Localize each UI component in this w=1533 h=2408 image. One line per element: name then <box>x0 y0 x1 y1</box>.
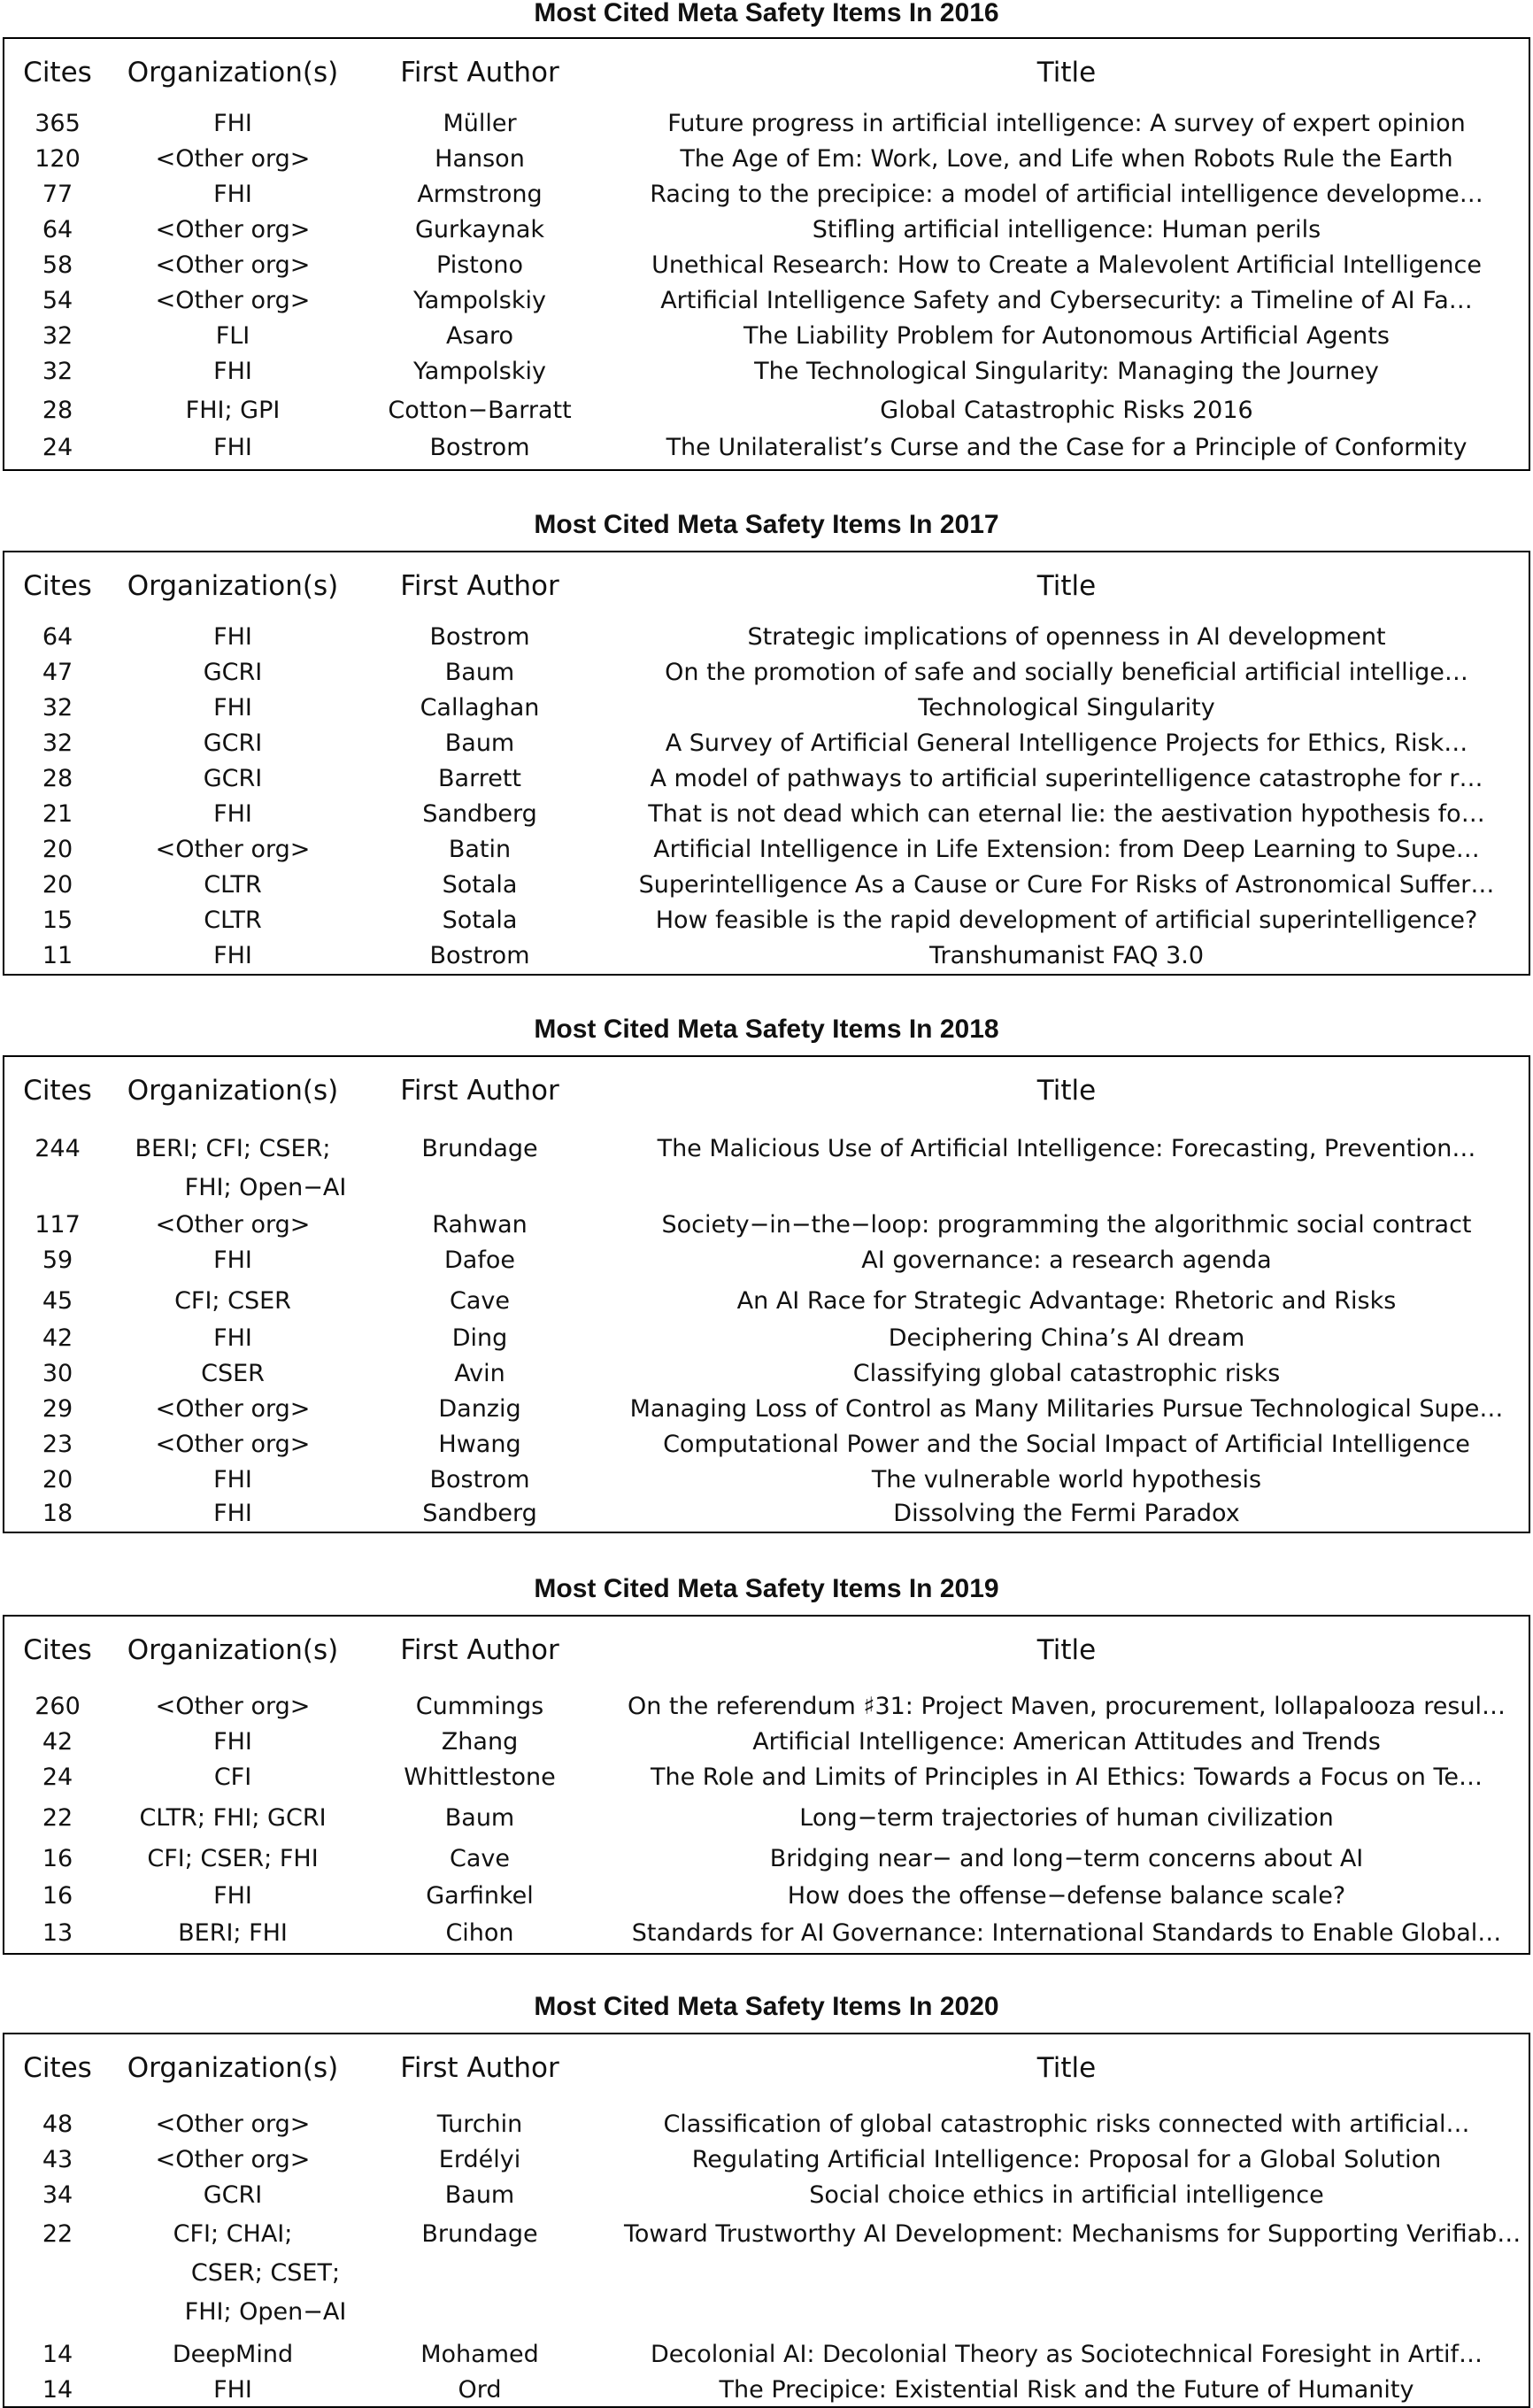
header-organizations: Organization(s) <box>127 2052 339 2084</box>
table-box <box>3 551 1530 976</box>
title-cell: The Precipice: Existential Risk and the Future of Humanity <box>719 2376 1414 2404</box>
header-cites: Cites <box>23 570 92 602</box>
title-cell: Social choice ethics in artificial intelligence <box>809 2181 1324 2209</box>
cites-cell: 32 <box>42 358 73 385</box>
organization-cell: <Other org> <box>155 251 311 279</box>
organization-cell: CLTR <box>204 907 262 934</box>
organization-cell: BERI; FHI <box>178 1919 288 1947</box>
organization-cell: GCRI <box>203 659 263 686</box>
organization-cell: CSER; CSET; <box>190 2259 341 2287</box>
first-author-cell: Sotala <box>442 907 518 934</box>
header-title: Title <box>1036 2052 1097 2084</box>
cites-cell: 120 <box>35 145 81 173</box>
cites-cell: 23 <box>42 1431 73 1458</box>
header-first-author: First Author <box>400 570 559 602</box>
table-box <box>3 1055 1530 1533</box>
first-author-cell: Avin <box>454 1360 505 1387</box>
first-author-cell: Yampolskiy <box>413 358 546 385</box>
first-author-cell: Hwang <box>438 1431 521 1458</box>
first-author-cell: Sotala <box>442 871 518 899</box>
cites-cell: 22 <box>42 2220 73 2248</box>
header-title: Title <box>1036 57 1097 89</box>
header-cites: Cites <box>23 1634 92 1666</box>
first-author-cell: Danzig <box>438 1395 521 1423</box>
first-author-cell: Baum <box>444 2181 515 2209</box>
cites-cell: 14 <box>42 2376 73 2404</box>
organization-cell: FHI <box>213 358 252 385</box>
cites-cell: 47 <box>42 659 73 686</box>
title-cell: Unethical Research: How to Create a Malevolent Artificial Intelligence <box>651 251 1482 279</box>
title-cell: Racing to the precipice: a model of artificial intelligence developme… <box>650 181 1483 208</box>
title-cell: Deciphering China’s AI dream <box>888 1324 1245 1352</box>
title-cell: The Malicious Use of Artificial Intelligence: Forecasting, Prevention… <box>657 1135 1476 1162</box>
first-author-cell: Armstrong <box>417 181 543 208</box>
first-author-cell: Sandberg <box>422 800 537 828</box>
table-title: Most Cited Meta Safety Items In 2016 <box>534 0 999 27</box>
first-author-cell: Ding <box>451 1324 508 1352</box>
cites-cell: 260 <box>35 1693 81 1720</box>
organization-cell: GCRI <box>203 2181 263 2209</box>
first-author-cell: Callaghan <box>420 694 540 722</box>
organization-cell: <Other org> <box>155 1431 311 1458</box>
cites-cell: 28 <box>42 765 73 792</box>
header-organizations: Organization(s) <box>127 1075 339 1107</box>
organization-cell: BERI; CFI; CSER; <box>135 1135 331 1162</box>
organization-cell: <Other org> <box>155 836 311 863</box>
organization-cell: FHI <box>213 1500 252 1527</box>
cites-cell: 45 <box>42 1287 73 1315</box>
organization-cell: GCRI <box>203 765 263 792</box>
table-title: Most Cited Meta Safety Items In 2019 <box>534 1574 999 1603</box>
title-cell: The Technological Singularity: Managing the Journey <box>754 358 1379 385</box>
title-cell: The Role and Limits of Principles in AI Ethics: Towards a Focus on Te… <box>651 1764 1483 1791</box>
first-author-cell: Batin <box>448 836 512 863</box>
title-cell: On the promotion of safe and socially beneficial artificial intellige… <box>665 659 1468 686</box>
organization-cell: DeepMind <box>172 2341 294 2368</box>
header-title: Title <box>1036 570 1097 602</box>
first-author-cell: Bostrom <box>429 1466 530 1493</box>
title-cell: AI governance: a research agenda <box>861 1246 1272 1274</box>
organization-cell: FHI <box>213 2376 252 2404</box>
cites-cell: 18 <box>42 1500 73 1527</box>
cites-cell: 48 <box>42 2111 73 2138</box>
title-cell: Regulating Artificial Intelligence: Proposal for a Global Solution <box>691 2146 1442 2173</box>
first-author-cell: Cummings <box>415 1693 544 1720</box>
title-cell: The Unilateralist’s Curse and the Case for a Principle of Conformity <box>666 434 1468 461</box>
organization-cell: <Other org> <box>155 1693 311 1720</box>
organization-cell: FHI; GPI <box>185 397 281 424</box>
first-author-cell: Cotton−Barratt <box>388 397 572 424</box>
first-author-cell: Sandberg <box>422 1500 537 1527</box>
first-author-cell: Whittlestone <box>404 1764 556 1791</box>
organization-cell: <Other org> <box>155 287 311 314</box>
title-cell: That is not dead which can eternal lie: the aestivation hypothesis fo… <box>648 800 1485 828</box>
table-title: Most Cited Meta Safety Items In 2020 <box>534 1992 999 2021</box>
organization-cell: <Other org> <box>155 2111 311 2138</box>
organization-cell: <Other org> <box>155 1211 311 1239</box>
title-cell: Toward Trustworthy AI Development: Mechanisms for Supporting Verifiab… <box>624 2220 1521 2248</box>
first-author-cell: Cave <box>450 1287 510 1315</box>
cites-cell: 20 <box>42 1466 73 1493</box>
first-author-cell: Mohamed <box>420 2341 539 2368</box>
title-cell: How does the offense−defense balance scale? <box>787 1882 1346 1910</box>
first-author-cell: Dafoe <box>444 1246 515 1274</box>
first-author-cell: Bostrom <box>429 942 530 969</box>
title-cell: How feasible is the rapid development of artificial superintelligence? <box>655 907 1478 934</box>
first-author-cell: Zhang <box>441 1728 519 1756</box>
header-cites: Cites <box>23 57 92 89</box>
first-author-cell: Cihon <box>445 1919 514 1947</box>
organization-cell: <Other org> <box>155 216 311 243</box>
cites-cell: 32 <box>42 694 73 722</box>
cites-cell: 20 <box>42 836 73 863</box>
organization-cell: FHI <box>213 800 252 828</box>
first-author-cell: Erdélyi <box>438 2146 521 2173</box>
first-author-cell: Brundage <box>421 1135 538 1162</box>
title-cell: Strategic implications of openness in AI development <box>747 623 1386 651</box>
table-box <box>3 37 1530 471</box>
title-cell: On the referendum ♯31: Project Maven, procurement, lollapalooza resul… <box>627 1693 1506 1720</box>
organization-cell: FHI; Open−AI <box>184 1174 347 1201</box>
title-cell: The vulnerable world hypothesis <box>871 1466 1262 1493</box>
organization-cell: CFI; CHAI; <box>173 2220 293 2248</box>
first-author-cell: Yampolskiy <box>413 287 546 314</box>
table-title: Most Cited Meta Safety Items In 2018 <box>534 1015 999 1044</box>
title-cell: Superintelligence As a Cause or Cure For Risks of Astronomical Suffer… <box>638 871 1495 899</box>
first-author-cell: Ord <box>458 2376 502 2404</box>
table-box <box>3 1615 1530 1955</box>
organization-cell: FHI <box>213 110 252 137</box>
title-cell: A Survey of Artificial General Intelligence Projects for Ethics, Risk… <box>665 729 1468 757</box>
header-first-author: First Author <box>400 57 559 89</box>
organization-cell: FHI <box>213 942 252 969</box>
title-cell: Dissolving the Fermi Paradox <box>893 1500 1240 1527</box>
cites-cell: 28 <box>42 397 73 424</box>
cites-cell: 54 <box>42 287 73 314</box>
first-author-cell: Barrett <box>438 765 521 792</box>
first-author-cell: Gurkaynak <box>414 216 545 243</box>
organization-cell: FHI <box>213 434 252 461</box>
cites-cell: 58 <box>42 251 73 279</box>
organization-cell: CLTR; FHI; GCRI <box>139 1804 327 1832</box>
table-box <box>3 2033 1530 2408</box>
organization-cell: FHI <box>213 1728 252 1756</box>
cites-cell: 20 <box>42 871 73 899</box>
organization-cell: FHI <box>213 1466 252 1493</box>
cites-cell: 24 <box>42 434 73 461</box>
cites-cell: 24 <box>42 1764 73 1791</box>
cites-cell: 21 <box>42 800 73 828</box>
cites-cell: 244 <box>35 1135 81 1162</box>
first-author-cell: Hanson <box>435 145 525 173</box>
cites-cell: 16 <box>42 1845 73 1872</box>
organization-cell: CFI; CSER <box>174 1287 291 1315</box>
organization-cell: CFI <box>213 1764 252 1791</box>
title-cell: Global Catastrophic Risks 2016 <box>880 397 1253 424</box>
header-first-author: First Author <box>400 2052 559 2084</box>
organization-cell: FHI <box>213 181 252 208</box>
first-author-cell: Bostrom <box>429 434 530 461</box>
cites-cell: 42 <box>42 1728 73 1756</box>
title-cell: Future progress in artificial intelligence: A survey of expert opinion <box>667 110 1466 137</box>
cites-cell: 43 <box>42 2146 73 2173</box>
cites-cell: 64 <box>42 216 73 243</box>
header-title: Title <box>1036 1075 1097 1107</box>
title-cell: Decolonial AI: Decolonial Theory as Sociotechnical Foresight in Artif… <box>650 2341 1483 2368</box>
first-author-cell: Garfinkel <box>426 1882 534 1910</box>
organization-cell: FLI <box>215 322 250 350</box>
cites-cell: 13 <box>42 1919 73 1947</box>
cites-cell: 11 <box>42 942 73 969</box>
title-cell: Artificial Intelligence Safety and Cybersecurity: a Timeline of AI Fa… <box>660 287 1473 314</box>
first-author-cell: Bostrom <box>429 623 530 651</box>
title-cell: Artificial Intelligence in Life Extension: from Deep Learning to Supe… <box>653 836 1480 863</box>
cites-cell: 117 <box>35 1211 81 1239</box>
title-cell: The Liability Problem for Autonomous Artificial Agents <box>743 322 1390 350</box>
header-title: Title <box>1036 1634 1097 1666</box>
header-first-author: First Author <box>400 1634 559 1666</box>
header-first-author: First Author <box>400 1075 559 1107</box>
first-author-cell: Baum <box>444 1804 515 1832</box>
first-author-cell: Müller <box>443 110 517 137</box>
title-cell: An AI Race for Strategic Advantage: Rhetoric and Risks <box>736 1287 1397 1315</box>
title-cell: Society−in−the−loop: programming the algorithmic social contract <box>661 1211 1472 1239</box>
cites-cell: 15 <box>42 907 73 934</box>
title-cell: Classification of global catastrophic risks connected with artificial… <box>663 2111 1470 2138</box>
title-cell: Computational Power and the Social Impact of Artificial Intelligence <box>663 1431 1470 1458</box>
organization-cell: <Other org> <box>155 1395 311 1423</box>
first-author-cell: Rahwan <box>432 1211 528 1239</box>
organization-cell: FHI <box>213 694 252 722</box>
cites-cell: 32 <box>42 322 73 350</box>
organization-cell: <Other org> <box>155 2146 311 2173</box>
table-title: Most Cited Meta Safety Items In 2017 <box>534 510 999 539</box>
cites-cell: 29 <box>42 1395 73 1423</box>
cites-cell: 34 <box>42 2181 73 2209</box>
title-cell: Classifying global catastrophic risks <box>852 1360 1281 1387</box>
organization-cell: FHI <box>213 1324 252 1352</box>
cites-cell: 64 <box>42 623 73 651</box>
cites-cell: 365 <box>35 110 81 137</box>
organization-cell: FHI <box>213 623 252 651</box>
title-cell: Long−term trajectories of human civilization <box>799 1804 1334 1832</box>
first-author-cell: Pistono <box>436 251 523 279</box>
organization-cell: <Other org> <box>155 145 311 173</box>
first-author-cell: Turchin <box>436 2111 523 2138</box>
first-author-cell: Baum <box>444 729 515 757</box>
first-author-cell: Brundage <box>421 2220 538 2248</box>
cites-cell: 16 <box>42 1882 73 1910</box>
header-organizations: Organization(s) <box>127 570 339 602</box>
cites-cell: 59 <box>42 1246 73 1274</box>
cites-cell: 14 <box>42 2341 73 2368</box>
title-cell: Artificial Intelligence: American Attitudes and Trends <box>752 1728 1381 1756</box>
title-cell: Bridging near− and long−term concerns about AI <box>769 1845 1364 1872</box>
header-cites: Cites <box>23 2052 92 2084</box>
organization-cell: GCRI <box>203 729 263 757</box>
title-cell: Standards for AI Governance: International Standards to Enable Global… <box>631 1919 1502 1947</box>
first-author-cell: Baum <box>444 659 515 686</box>
title-cell: A model of pathways to artificial superintelligence catastrophe for r… <box>650 765 1483 792</box>
cites-cell: 77 <box>42 181 73 208</box>
organization-cell: FHI; Open−AI <box>184 2298 347 2326</box>
cites-cell: 22 <box>42 1804 73 1832</box>
organization-cell: FHI <box>213 1246 252 1274</box>
title-cell: Managing Loss of Control as Many Militaries Pursue Technological Supe… <box>629 1395 1504 1423</box>
header-organizations: Organization(s) <box>127 57 339 89</box>
cites-cell: 42 <box>42 1324 73 1352</box>
first-author-cell: Asaro <box>445 322 514 350</box>
title-cell: Transhumanist FAQ 3.0 <box>928 942 1205 969</box>
organization-cell: CSER <box>201 1360 265 1387</box>
organization-cell: CLTR <box>204 871 262 899</box>
title-cell: Technological Singularity <box>918 694 1215 722</box>
title-cell: Stifling artificial intelligence: Human perils <box>812 216 1321 243</box>
cites-cell: 32 <box>42 729 73 757</box>
title-cell: The Age of Em: Work, Love, and Life when Robots Rule the Earth <box>680 145 1453 173</box>
cites-cell: 30 <box>42 1360 73 1387</box>
first-author-cell: Cave <box>450 1845 510 1872</box>
organization-cell: CFI; CSER; FHI <box>147 1845 319 1872</box>
header-cites: Cites <box>23 1075 92 1107</box>
header-organizations: Organization(s) <box>127 1634 339 1666</box>
organization-cell: FHI <box>213 1882 252 1910</box>
